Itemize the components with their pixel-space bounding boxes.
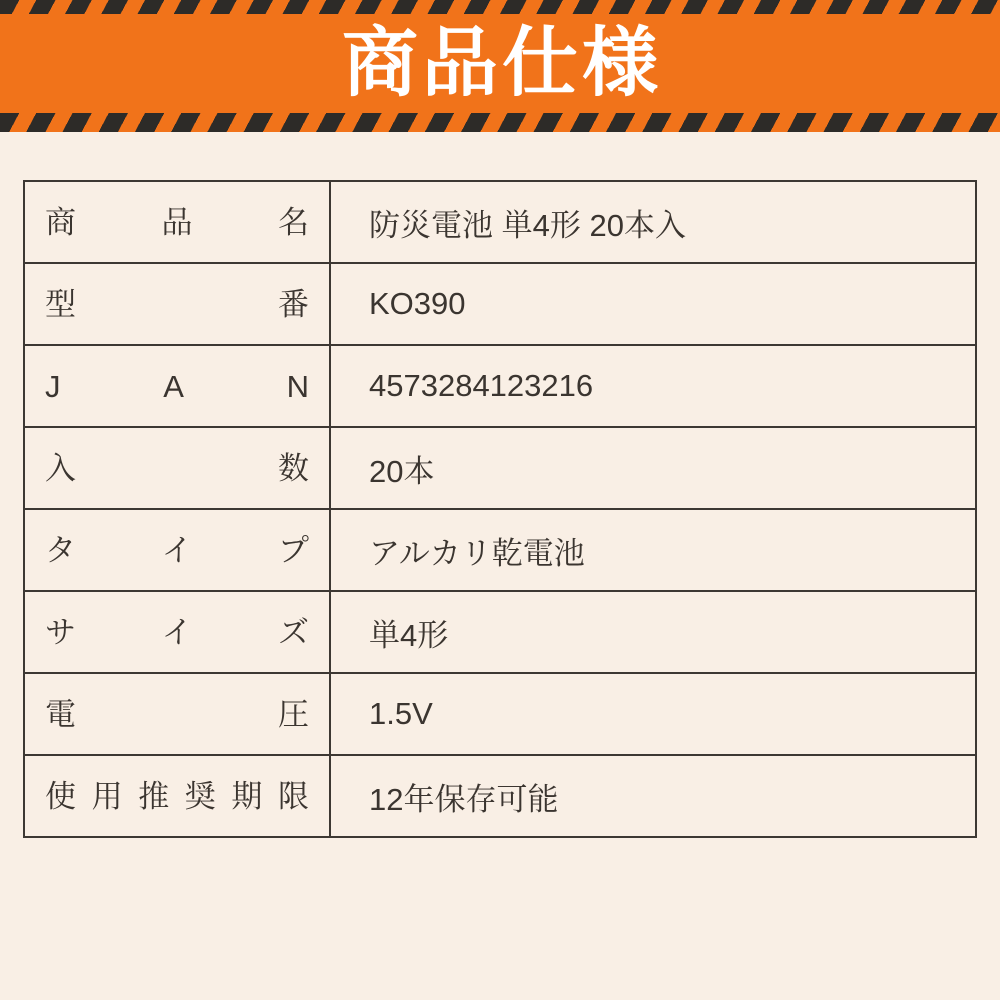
row-value: アルカリ乾電池 bbox=[369, 535, 585, 571]
spec-table bbox=[23, 180, 977, 838]
label-char: 推 bbox=[138, 778, 170, 814]
label-char: J bbox=[45, 368, 61, 404]
content-area bbox=[0, 132, 1000, 838]
label-char: 電 bbox=[45, 696, 76, 732]
label-char: A bbox=[163, 368, 184, 404]
label-char: 圧 bbox=[278, 696, 309, 732]
label-char: 型 bbox=[45, 286, 76, 322]
table-row bbox=[25, 182, 975, 262]
row-value: 単4形 bbox=[369, 617, 449, 653]
label-char: 奨 bbox=[184, 778, 216, 814]
table-row bbox=[25, 672, 975, 754]
label-char: イ bbox=[161, 532, 193, 568]
row-value: 20本 bbox=[369, 453, 435, 489]
row-label bbox=[25, 264, 331, 344]
table-row bbox=[25, 426, 975, 508]
row-label bbox=[25, 592, 331, 672]
label-char: ズ bbox=[278, 614, 309, 650]
row-label bbox=[25, 674, 331, 754]
label-char: N bbox=[286, 368, 309, 404]
row-value: 4573284123216 bbox=[369, 368, 594, 403]
label-char: 商 bbox=[45, 204, 76, 240]
row-label bbox=[25, 182, 331, 262]
page-title: 商品仕様 bbox=[342, 20, 662, 106]
header-banner bbox=[0, 0, 1000, 132]
row-label bbox=[25, 756, 331, 836]
table-row bbox=[25, 262, 975, 344]
row-label bbox=[25, 346, 331, 426]
label-char: 番 bbox=[278, 286, 309, 322]
table-row bbox=[25, 754, 975, 836]
label-char: 用 bbox=[91, 778, 123, 814]
label-char: 入 bbox=[45, 450, 76, 486]
row-label bbox=[25, 428, 331, 508]
table-row bbox=[25, 590, 975, 672]
label-char: 名 bbox=[278, 204, 309, 240]
table-row bbox=[25, 344, 975, 426]
label-char: 限 bbox=[277, 778, 309, 814]
label-char: 使 bbox=[45, 778, 76, 814]
label-char: 期 bbox=[231, 778, 263, 814]
row-label bbox=[25, 510, 331, 590]
row-value: KO390 bbox=[369, 286, 466, 321]
row-value: 防災電池 単4形 20本入 bbox=[369, 207, 686, 243]
label-char: タ bbox=[45, 532, 76, 568]
label-char: サ bbox=[45, 614, 76, 650]
row-value: 12年保存可能 bbox=[369, 781, 559, 817]
table-row bbox=[25, 508, 975, 590]
row-value: 1.5V bbox=[369, 696, 433, 731]
label-char: 数 bbox=[278, 450, 309, 486]
label-char: プ bbox=[278, 532, 309, 568]
hazard-stripes-top bbox=[0, 0, 1000, 14]
label-char: 品 bbox=[161, 204, 193, 240]
label-char: イ bbox=[161, 614, 193, 650]
hazard-stripes-bottom bbox=[0, 113, 1000, 132]
